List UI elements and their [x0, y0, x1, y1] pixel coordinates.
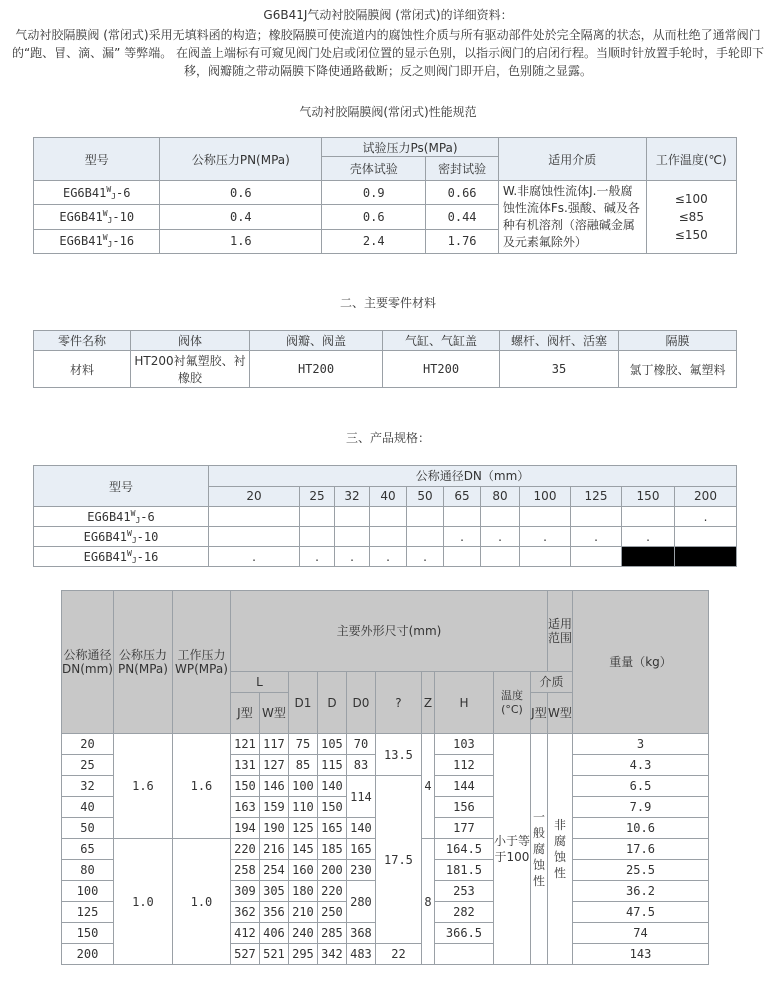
weight-cell: 47.5 — [572, 902, 708, 923]
d-cell: 105 — [317, 734, 346, 755]
seal-cell: 0.66 — [426, 181, 499, 205]
col-pn: 公称压力PN(MPa) — [113, 591, 172, 734]
performance-table — [33, 137, 737, 254]
mark-cell: . — [622, 527, 675, 547]
mark-cell — [675, 527, 737, 547]
mark-cell — [335, 507, 370, 527]
pn-cell: 1.0 — [113, 839, 172, 965]
mark-cell — [622, 507, 675, 527]
dn-cell: 100 — [62, 881, 114, 902]
lj-cell: 150 — [230, 776, 259, 797]
d1-cell: 100 — [288, 776, 317, 797]
h-cell: 366.5 — [434, 923, 493, 944]
h-cell — [434, 944, 493, 965]
dn-header: 32 — [335, 486, 370, 507]
d0-cell: 114 — [346, 776, 375, 818]
table-row — [34, 547, 737, 567]
h-cell: 144 — [434, 776, 493, 797]
d1-cell: 240 — [288, 923, 317, 944]
material-cell: HT200衬氟塑胶、衬橡胶 — [131, 351, 250, 388]
material-header: 阀体 — [131, 331, 250, 351]
col-mJ: J型 — [530, 693, 547, 734]
mark-cell — [571, 547, 622, 567]
d-cell: 342 — [317, 944, 346, 965]
wp-cell: 1.0 — [172, 839, 230, 965]
weight-cell: 36.2 — [572, 881, 708, 902]
col-temp: 温度(°C) — [493, 672, 530, 734]
table-row — [34, 507, 737, 527]
medium-w-cell: 非腐蚀性 — [547, 734, 572, 965]
col-mW: W型 — [547, 693, 572, 734]
h-cell: 156 — [434, 797, 493, 818]
model-cell: $EG6B41^W_J-6$ — [34, 507, 209, 527]
dn-header: 25 — [300, 486, 335, 507]
material-header: 气缸、气缸盖 — [383, 331, 500, 351]
model-cell: $EG6B41^W_J-16$ — [34, 547, 209, 567]
lj-cell: 309 — [230, 881, 259, 902]
lj-cell: 258 — [230, 860, 259, 881]
dn-header: 65 — [444, 486, 481, 507]
lj-cell: 527 — [230, 944, 259, 965]
material-cell: 35 — [500, 351, 619, 388]
section1-heading: 气动衬胶隔膜阀(常闭式)性能规范 — [299, 105, 477, 119]
pn-cell: 1.6 — [160, 229, 322, 253]
weight-cell: 25.5 — [572, 860, 708, 881]
d-cell: 250 — [317, 902, 346, 923]
mark-cell — [407, 507, 444, 527]
filled-cell — [675, 547, 737, 567]
col-model: 型号 — [34, 138, 160, 181]
table-row — [34, 351, 737, 388]
mark-cell — [481, 507, 520, 527]
d1-cell: 85 — [288, 755, 317, 776]
mark-cell — [300, 527, 335, 547]
mark-cell — [370, 507, 407, 527]
col-LJ: J型 — [230, 693, 259, 734]
h-cell: 112 — [434, 755, 493, 776]
model-cell: $EG6B41^W_J-10$ — [34, 205, 160, 229]
col-dn: 公称通径DN(mm) — [62, 591, 114, 734]
lw-cell: 305 — [259, 881, 288, 902]
lj-cell: 194 — [230, 818, 259, 839]
lj-cell: 412 — [230, 923, 259, 944]
section2-heading: 二、主要零件材料 — [339, 296, 436, 310]
dn-cell: 20 — [62, 734, 114, 755]
mark-cell — [370, 527, 407, 547]
d0-cell: 83 — [346, 755, 375, 776]
materials-table — [33, 330, 737, 388]
material-cell: HT200 — [250, 351, 383, 388]
col-LW: W型 — [259, 693, 288, 734]
weight-cell: 143 — [572, 944, 708, 965]
lw-cell: 117 — [259, 734, 288, 755]
col-wp: 工作压力WP(MPa) — [172, 591, 230, 734]
table-row — [62, 734, 709, 755]
temp-cell — [646, 181, 736, 254]
mark-cell — [481, 547, 520, 567]
mark-cell — [209, 507, 300, 527]
page-title: G6B41J气动衬胶隔膜阀 (常闭式)的详细资料： — [263, 8, 513, 22]
mark-cell — [300, 507, 335, 527]
mark-cell: . — [370, 547, 407, 567]
mark-cell — [444, 507, 481, 527]
mark-cell — [444, 547, 481, 567]
table-row — [34, 181, 737, 205]
d1-cell: 180 — [288, 881, 317, 902]
lj-cell: 121 — [230, 734, 259, 755]
shell-cell: 2.4 — [322, 229, 426, 253]
d-cell: 185 — [317, 839, 346, 860]
intro-paragraph: 气动衬胶隔膜阀 (常闭式)采用无填料函的构造；橡胶隔膜可使流道内的腐蚀性介质与所有驱动部件处於完全隔离的状态，从而杜绝了通常阀门的“跑、冒、滴、漏” 等弊端。 在阀盖上端标有可窥见阀门处启或闭位置的显示色别，以指示阀门的启闭行程。当顺时针放置手轮时，手轮即下移，阀瓣随之带动隔膜下降使通路截断；反之则阀门即开启，色别随之显露。 — [11, 28, 765, 78]
d1-cell: 145 — [288, 839, 317, 860]
temp-value: ≤150 — [674, 228, 708, 242]
h-cell: 253 — [434, 881, 493, 902]
col-medium: 适用介质 — [498, 138, 646, 181]
d1-cell: 295 — [288, 944, 317, 965]
weight-cell: 7.9 — [572, 797, 708, 818]
dn-header: 150 — [622, 486, 675, 507]
h-cell: 164.5 — [434, 839, 493, 860]
mark-cell: . — [675, 507, 737, 527]
col-dn: 公称通径DN（mm） — [209, 466, 737, 487]
shell-cell: 0.9 — [322, 181, 426, 205]
mark-cell: . — [571, 527, 622, 547]
weight-cell: 3 — [572, 734, 708, 755]
d1-cell: 210 — [288, 902, 317, 923]
col-D1: D1 — [288, 672, 317, 734]
lw-cell: 159 — [259, 797, 288, 818]
lw-cell: 190 — [259, 818, 288, 839]
dn-header: 125 — [571, 486, 622, 507]
weight-cell: 74 — [572, 923, 708, 944]
weight-cell: 17.6 — [572, 839, 708, 860]
d0-cell: 280 — [346, 881, 375, 923]
table-row — [34, 527, 737, 547]
lj-cell: 362 — [230, 902, 259, 923]
lw-cell: 406 — [259, 923, 288, 944]
col-pn: 公称压力PN(MPa) — [160, 138, 322, 181]
col-Z: Z — [421, 672, 434, 734]
seal-cell: 0.44 — [426, 205, 499, 229]
mark-cell: . — [520, 527, 571, 547]
col-range: 适用范围 — [547, 591, 572, 672]
lw-cell: 356 — [259, 902, 288, 923]
h-cell: 282 — [434, 902, 493, 923]
pn-cell: 0.6 — [160, 181, 322, 205]
section3-heading: 三、产品规格： — [345, 431, 430, 445]
mark-cell — [209, 527, 300, 547]
material-cell: 氯丁橡胶、氟塑料 — [619, 351, 737, 388]
col-weight: 重量（kg） — [572, 591, 708, 734]
material-header: 零件名称 — [34, 331, 131, 351]
dn-cell: 80 — [62, 860, 114, 881]
dn-header: 200 — [675, 486, 737, 507]
col-seal: 密封试验 — [426, 157, 499, 181]
lj-cell: 163 — [230, 797, 259, 818]
z-cell: 8 — [421, 839, 434, 965]
dn-header: 40 — [370, 486, 407, 507]
dn-cell: 200 — [62, 944, 114, 965]
q-cell: 13.5 — [375, 734, 421, 776]
h-cell: 177 — [434, 818, 493, 839]
mark-cell: . — [481, 527, 520, 547]
d-cell: 285 — [317, 923, 346, 944]
dimensions-table — [61, 590, 709, 965]
dn-header: 20 — [209, 486, 300, 507]
dn-header: 80 — [481, 486, 520, 507]
d0-cell: 368 — [346, 923, 375, 944]
material-cell: HT200 — [383, 351, 500, 388]
dn-header: 100 — [520, 486, 571, 507]
col-model: 型号 — [34, 466, 209, 507]
mark-cell: . — [300, 547, 335, 567]
col-shell: 壳体试验 — [322, 157, 426, 181]
d0-cell: 165 — [346, 839, 375, 860]
d-cell: 220 — [317, 881, 346, 902]
h-cell: 181.5 — [434, 860, 493, 881]
d-cell: 140 — [317, 776, 346, 797]
col-test: 试验压力Ps(MPa) — [322, 138, 499, 157]
wp-cell: 1.6 — [172, 734, 230, 839]
material-cell: 材料 — [34, 351, 131, 388]
lw-cell: 254 — [259, 860, 288, 881]
lj-cell: 131 — [230, 755, 259, 776]
mark-cell — [520, 547, 571, 567]
h-cell: 103 — [434, 734, 493, 755]
model-cell: $EG6B41^W_J-16$ — [34, 229, 160, 253]
material-header: 阀瓣、阀盖 — [250, 331, 383, 351]
d0-cell: 140 — [346, 818, 375, 839]
pn-cell: 0.4 — [160, 205, 322, 229]
col-dims: 主要外形尺寸(mm) — [230, 591, 547, 672]
col-D: D — [317, 672, 346, 734]
shell-cell: 0.6 — [322, 205, 426, 229]
d0-cell: 70 — [346, 734, 375, 755]
filled-cell — [622, 547, 675, 567]
pn-cell: 1.6 — [113, 734, 172, 839]
lw-cell: 127 — [259, 755, 288, 776]
col-L: L — [230, 672, 288, 693]
material-header: 螺杆、阀杆、活塞 — [500, 331, 619, 351]
d-cell: 200 — [317, 860, 346, 881]
dn-cell: 32 — [62, 776, 114, 797]
mark-cell — [520, 507, 571, 527]
q-cell: 17.5 — [375, 776, 421, 944]
d-cell: 165 — [317, 818, 346, 839]
dn-cell: 65 — [62, 839, 114, 860]
col-D0: D0 — [346, 672, 375, 734]
mark-cell: . — [209, 547, 300, 567]
weight-cell: 4.3 — [572, 755, 708, 776]
mark-cell — [407, 527, 444, 547]
mark-cell: . — [335, 547, 370, 567]
seal-cell: 1.76 — [426, 229, 499, 253]
dn-cell: 125 — [62, 902, 114, 923]
dn-cell: 150 — [62, 923, 114, 944]
dn-cell: 50 — [62, 818, 114, 839]
col-H: H — [434, 672, 493, 734]
lw-cell: 146 — [259, 776, 288, 797]
lw-cell: 521 — [259, 944, 288, 965]
d1-cell: 125 — [288, 818, 317, 839]
dn-cell: 25 — [62, 755, 114, 776]
mark-cell: . — [407, 547, 444, 567]
d-cell: 150 — [317, 797, 346, 818]
dn-cell: 40 — [62, 797, 114, 818]
mark-cell — [335, 527, 370, 547]
d1-cell: 75 — [288, 734, 317, 755]
material-header: 隔膜 — [619, 331, 737, 351]
temp-value: ≤85 — [678, 210, 704, 224]
medium-cell: W.非腐蚀性流体J.一般腐蚀性流体Fs.强酸、碱及各种有机溶剂（溶融碱金属及元素氟除外） — [498, 181, 646, 254]
col-temp: 工作温度(℃) — [646, 138, 736, 181]
lw-cell: 216 — [259, 839, 288, 860]
d0-cell: 230 — [346, 860, 375, 881]
d1-cell: 110 — [288, 797, 317, 818]
model-cell: $EG6B41^W_J-6$ — [34, 181, 160, 205]
mark-cell — [571, 507, 622, 527]
temp-cell: 小于等于100 — [493, 734, 530, 965]
q-cell: 22 — [375, 944, 421, 965]
model-cell: $EG6B41^W_J-10$ — [34, 527, 209, 547]
col-q: ? — [375, 672, 421, 734]
d1-cell: 160 — [288, 860, 317, 881]
col-medium: 介质 — [530, 672, 572, 693]
lj-cell: 220 — [230, 839, 259, 860]
weight-cell: 10.6 — [572, 818, 708, 839]
specs-table — [33, 465, 737, 567]
weight-cell: 6.5 — [572, 776, 708, 797]
z-cell: 4 — [421, 734, 434, 839]
d0-cell: 483 — [346, 944, 375, 965]
mark-cell: . — [444, 527, 481, 547]
dn-header: 50 — [407, 486, 444, 507]
d-cell: 115 — [317, 755, 346, 776]
temp-value: ≤100 — [674, 192, 708, 206]
medium-j-cell: 一般腐蚀性 — [530, 734, 547, 965]
